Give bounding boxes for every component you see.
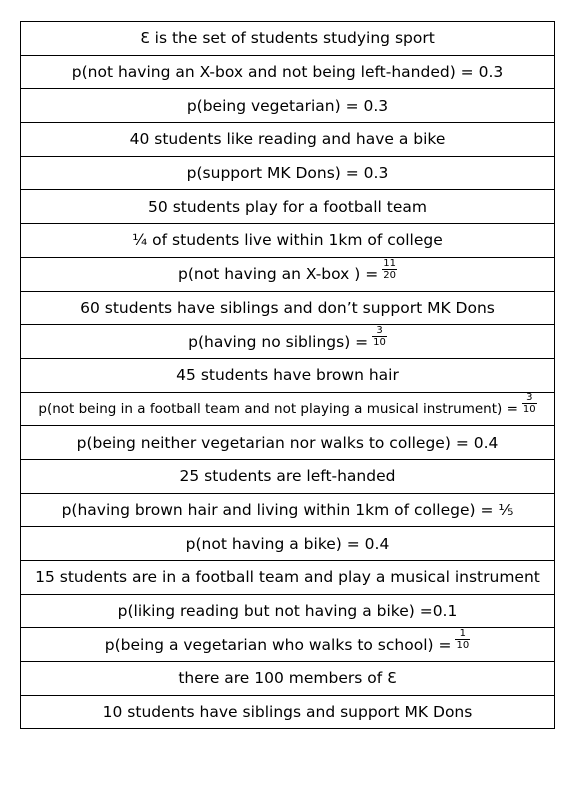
statement-text: p(liking reading but not having a bike) =0.1 (117, 602, 458, 621)
fraction (522, 392, 537, 415)
statement-row (21, 157, 554, 191)
statement-row (21, 494, 554, 528)
statement-text: 45 students have brown hair (176, 366, 399, 385)
statement-text: p(having no siblings) = (188, 332, 369, 351)
statement-text: p(not having a bike) = 0.4 (185, 534, 390, 553)
statement-row (21, 696, 554, 730)
statement-row (21, 258, 554, 292)
statement-text: Ɛ is the set of students studying sport (140, 29, 435, 48)
statement-text: p(having brown hair and living within 1km of college) = ⅕ (61, 500, 514, 519)
fraction (382, 258, 397, 281)
statement-text: p(being vegetarian) = 0.3 (186, 96, 389, 115)
statement-text: 10 students have siblings and support MK Dons (102, 703, 473, 722)
statement-row (21, 359, 554, 393)
statement-text: p(not having an X-box ) = (178, 265, 379, 284)
statement-row (21, 123, 554, 157)
fraction-denominator: 10 (373, 337, 386, 349)
statement-row (21, 224, 554, 258)
fraction-denominator: 20 (383, 269, 396, 281)
statement-row (21, 426, 554, 460)
fraction-denominator: 10 (456, 640, 470, 652)
fraction (455, 628, 470, 651)
statement-text: 15 students are in a football team and play a musical instrument (35, 568, 540, 587)
statement-row (21, 561, 554, 595)
statement-text: 40 students like reading and have a bike (129, 130, 446, 149)
statement-row (21, 527, 554, 561)
statement-text: 50 students play for a football team (148, 197, 427, 216)
statement-row (21, 662, 554, 696)
statement-text: p(being neither vegetarian nor walks to college) = 0.4 (76, 433, 499, 452)
statement-row (21, 292, 554, 326)
fraction-numerator: 1 (459, 628, 467, 640)
statement-row (21, 89, 554, 123)
statement-text: there are 100 members of Ɛ (178, 669, 397, 688)
statement-table (20, 21, 555, 729)
fraction-numerator: 11 (383, 257, 396, 269)
statement-text: p(not having an X-box and not being left-handed) = 0.3 (71, 63, 504, 82)
statement-row (21, 190, 554, 224)
statement-row (21, 325, 554, 359)
statement-text: ¼ of students live within 1km of college (132, 231, 443, 250)
statement-row (21, 22, 554, 56)
statement-row (21, 393, 554, 427)
fraction-denominator: 10 (522, 404, 536, 416)
statement-text: p(being a vegetarian who walks to school) = (104, 635, 452, 654)
statement-row (21, 56, 554, 90)
statement-row (21, 460, 554, 494)
statement-row (21, 628, 554, 662)
fraction (372, 325, 387, 348)
statement-text: 25 students are left-handed (179, 467, 396, 486)
statement-text: 60 students have siblings and don’t support MK Dons (80, 298, 495, 317)
statement-text: p(not being in a football team and not playing a musical instrument) = (38, 400, 518, 417)
fraction-numerator: 3 (376, 325, 383, 337)
statement-row (21, 595, 554, 629)
statement-text: p(support MK Dons) = 0.3 (186, 164, 389, 183)
fraction-numerator: 3 (526, 392, 533, 404)
